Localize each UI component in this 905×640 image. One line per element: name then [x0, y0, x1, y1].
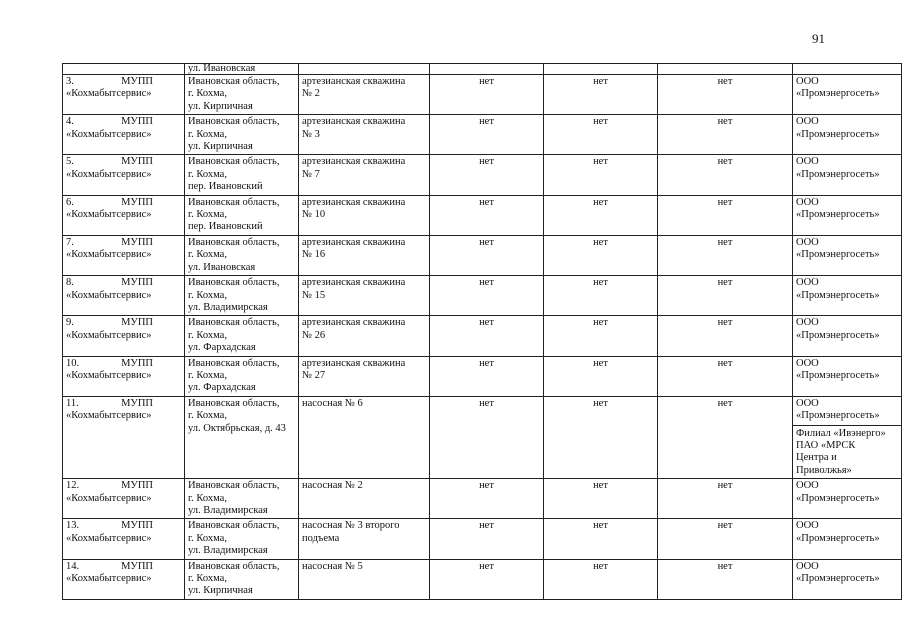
owner-abbreviation: МУПП — [121, 560, 153, 572]
address-line: г. Кохма, — [188, 329, 227, 341]
owner-abbreviation: МУПП — [121, 156, 153, 168]
cell-col-b: нет — [544, 276, 658, 316]
cell-owner — [63, 64, 185, 75]
organization-line: «Промэнергосеть» — [796, 532, 880, 544]
address-line: Ивановская область, — [188, 196, 280, 208]
owner-name: «Кохмабытсервис» — [66, 532, 152, 544]
cell-col-b: нет — [544, 559, 658, 599]
cell-col-b — [544, 64, 658, 75]
cell-col-b: нет — [544, 316, 658, 356]
owner-first-line — [66, 561, 181, 573]
organization-line: ООО — [796, 560, 819, 572]
table-row — [63, 396, 902, 478]
owner-first-line — [66, 116, 181, 128]
object-line: № 2 — [302, 88, 320, 100]
cell-col-a: нет — [430, 479, 544, 519]
cell-organization — [793, 316, 902, 356]
address-line: Ивановская область, — [188, 357, 280, 369]
cell-address — [185, 75, 299, 115]
object-line: насосная № 6 — [302, 397, 363, 409]
object-line: № 7 — [302, 168, 320, 180]
organization-extra-line: Филиал «Ивэнерго» — [796, 427, 886, 439]
organization-line: ООО — [796, 116, 819, 128]
cell-col-a — [430, 64, 544, 75]
cell-owner — [63, 396, 185, 478]
registry-table-body — [63, 64, 902, 600]
cell-col-c: нет — [658, 155, 793, 195]
organization-line: ООО — [796, 76, 819, 87]
cell-col-b: нет — [544, 479, 658, 519]
cell-col-c: нет — [658, 195, 793, 235]
address-line: пер. Ивановский — [188, 181, 263, 193]
cell-address — [185, 115, 299, 155]
owner-first-line — [66, 358, 181, 370]
cell-col-b: нет — [544, 155, 658, 195]
owner-abbreviation: МУПП — [121, 236, 153, 248]
organization-line: «Промэнергосеть» — [796, 329, 880, 341]
cell-address — [185, 276, 299, 316]
table-row-continuation — [63, 64, 902, 75]
object-line: артезианская скважина — [302, 357, 406, 369]
cell-object — [299, 155, 430, 195]
cell-owner — [63, 316, 185, 356]
address-line: г. Кохма, — [188, 369, 227, 381]
organization-line: ООО — [796, 397, 819, 409]
cell-col-c: нет — [658, 479, 793, 519]
cell-object — [299, 316, 430, 356]
owner-first-line — [66, 76, 181, 88]
cell-col-c: нет — [658, 115, 793, 155]
cell-organization — [793, 559, 902, 599]
table-row — [63, 479, 902, 519]
address-line: ул. Ивановская — [188, 63, 256, 74]
organization-line: ООО — [796, 236, 819, 248]
object-line: № 3 — [302, 128, 320, 140]
table-row — [63, 519, 902, 559]
address-line: г. Кохма, — [188, 492, 227, 504]
cell-col-c: нет — [658, 276, 793, 316]
table-row — [63, 235, 902, 275]
cell-object — [299, 396, 430, 478]
address-line: Ивановская область, — [188, 116, 280, 128]
registry-table — [62, 63, 902, 600]
object-line: насосная № 3 второго — [302, 520, 400, 532]
organization-line: «Промэнергосеть» — [796, 492, 880, 504]
address-line: Ивановская область, — [188, 277, 280, 289]
cell-col-a: нет — [430, 195, 544, 235]
cell-object — [299, 559, 430, 599]
cell-col-a: нет — [430, 316, 544, 356]
organization-extra-line: ПАО «МРСК — [796, 439, 856, 451]
address-line: ул. Октябрьская, д. 43 — [188, 422, 286, 434]
organization-line: ООО — [796, 317, 819, 329]
organization-line: «Промэнергосеть» — [796, 209, 880, 221]
owner-first-line — [66, 197, 181, 209]
cell-organization — [793, 64, 902, 75]
address-line: ул. Фархадская — [188, 382, 256, 394]
owner-name: «Кохмабытсервис» — [66, 573, 152, 585]
owner-first-line — [66, 480, 181, 492]
organization-line: ООО — [796, 277, 819, 289]
cell-owner — [63, 519, 185, 559]
cell-col-a: нет — [430, 356, 544, 396]
cell-col-c: нет — [658, 519, 793, 559]
object-line: № 27 — [302, 369, 326, 381]
cell-organization — [793, 195, 902, 235]
cell-organization — [793, 75, 902, 115]
organization-line: «Промэнергосеть» — [796, 88, 880, 100]
owner-name: «Кохмабытсервис» — [66, 168, 152, 180]
owner-first-line — [66, 156, 181, 168]
cell-address — [185, 519, 299, 559]
cell-col-b: нет — [544, 75, 658, 115]
row-number: 7. — [66, 236, 74, 248]
cell-col-b: нет — [544, 235, 658, 275]
row-number: 8. — [66, 277, 74, 289]
address-line: ул. Кирпичная — [188, 585, 253, 597]
object-line: артезианская скважина — [302, 317, 406, 329]
address-line: Ивановская область, — [188, 317, 280, 329]
cell-object — [299, 195, 430, 235]
table-row — [63, 559, 902, 599]
cell-owner — [63, 276, 185, 316]
organization-line: ООО — [796, 156, 819, 168]
row-number: 6. — [66, 196, 74, 208]
cell-col-a: нет — [430, 559, 544, 599]
address-line: Ивановская область, — [188, 560, 280, 572]
organization-extra — [793, 425, 901, 478]
object-line: № 26 — [302, 329, 326, 341]
address-line: ул. Владимирская — [188, 301, 268, 313]
cell-object — [299, 64, 430, 75]
organization-line: ООО — [796, 357, 819, 369]
cell-address — [185, 396, 299, 478]
cell-organization — [793, 479, 902, 519]
owner-name: «Кохмабытсервис» — [66, 329, 152, 341]
address-line: Ивановская область, — [188, 480, 280, 492]
row-number: 12. — [66, 480, 80, 492]
object-line: артезианская скважина — [302, 236, 406, 248]
row-number: 13. — [66, 520, 80, 532]
address-line: Ивановская область, — [188, 76, 280, 87]
object-line: артезианская скважина — [302, 76, 406, 87]
address-line: ул. Владимирская — [188, 505, 268, 516]
address-line: г. Кохма, — [188, 88, 227, 100]
organization-line: «Промэнергосеть» — [796, 289, 880, 301]
owner-name: «Кохмабытсервис» — [66, 128, 152, 140]
cell-organization — [793, 155, 902, 195]
table-row — [63, 75, 902, 115]
row-number: 11. — [66, 397, 79, 409]
address-line: г. Кохма, — [188, 249, 227, 261]
object-line: № 16 — [302, 249, 326, 261]
row-number: 9. — [66, 317, 74, 329]
owner-abbreviation: МУПП — [121, 480, 153, 492]
cell-owner — [63, 115, 185, 155]
cell-col-a: нет — [430, 155, 544, 195]
owner-first-line — [66, 237, 181, 249]
cell-col-c: нет — [658, 356, 793, 396]
cell-col-c: нет — [658, 235, 793, 275]
cell-owner — [63, 75, 185, 115]
owner-abbreviation: МУПП — [121, 520, 153, 532]
object-line: артезианская скважина — [302, 116, 406, 128]
address-line: г. Кохма, — [188, 532, 227, 544]
address-line: г. Кохма, — [188, 289, 227, 301]
row-number: 10. — [66, 357, 80, 369]
cell-object — [299, 235, 430, 275]
cell-address — [185, 316, 299, 356]
address-line: ул. Кирпичная — [188, 100, 253, 112]
cell-address — [185, 559, 299, 599]
cell-organization — [793, 115, 902, 155]
address-line: ул. Ивановская — [188, 261, 256, 273]
row-number: 3. — [66, 76, 74, 87]
object-line: насосная № 5 — [302, 560, 363, 572]
address-line: ул. Фархадская — [188, 342, 256, 354]
cell-col-b: нет — [544, 115, 658, 155]
cell-owner — [63, 479, 185, 519]
cell-owner — [63, 155, 185, 195]
address-line: ул. Кирпичная — [188, 141, 253, 153]
organization-line: ООО — [796, 480, 819, 492]
address-line: г. Кохма, — [188, 573, 227, 585]
organization-line: ООО — [796, 196, 819, 208]
owner-abbreviation: МУПП — [121, 196, 153, 208]
owner-name: «Кохмабытсервис» — [66, 249, 152, 261]
owner-abbreviation: МУПП — [121, 116, 153, 128]
cell-address — [185, 195, 299, 235]
organization-extra-line: Приволжья» — [796, 464, 852, 476]
organization-line: «Промэнергосеть» — [796, 168, 880, 180]
cell-address — [185, 235, 299, 275]
cell-owner — [63, 356, 185, 396]
cell-col-c: нет — [658, 316, 793, 356]
owner-name: «Кохмабытсервис» — [66, 369, 152, 381]
table-row — [63, 356, 902, 396]
cell-object — [299, 115, 430, 155]
row-number: 4. — [66, 116, 74, 128]
owner-name: «Кохмабытсервис» — [66, 492, 152, 504]
cell-address — [185, 479, 299, 519]
object-line: артезианская скважина — [302, 156, 406, 168]
table-row — [63, 316, 902, 356]
cell-object — [299, 519, 430, 559]
row-number: 14. — [66, 560, 80, 572]
organization-extra-line: Центра и — [796, 452, 837, 464]
cell-col-a: нет — [430, 115, 544, 155]
address-line: пер. Ивановский — [188, 221, 263, 233]
address-line: Ивановская область, — [188, 397, 280, 409]
table-row — [63, 276, 902, 316]
address-line: Ивановская область, — [188, 520, 280, 532]
cell-col-a: нет — [430, 396, 544, 478]
cell-organization — [793, 519, 902, 559]
table-row — [63, 115, 902, 155]
cell-address — [185, 64, 299, 75]
cell-owner — [63, 235, 185, 275]
object-line: артезианская скважина — [302, 277, 406, 289]
owner-first-line — [66, 520, 181, 532]
cell-address — [185, 155, 299, 195]
owner-abbreviation: МУПП — [121, 357, 153, 369]
organization-line: «Промэнергосеть» — [796, 410, 880, 422]
cell-organization — [793, 276, 902, 316]
cell-col-a: нет — [430, 519, 544, 559]
cell-organization — [793, 235, 902, 275]
row-number: 5. — [66, 156, 74, 168]
address-line: г. Кохма, — [188, 410, 227, 422]
organization-line: ООО — [796, 520, 819, 532]
address-line: г. Кохма, — [188, 209, 227, 221]
cell-organization — [793, 396, 902, 478]
object-line: насосная № 2 — [302, 480, 363, 492]
cell-col-a: нет — [430, 276, 544, 316]
address-line: ул. Владимирская — [188, 545, 268, 557]
owner-first-line — [66, 277, 181, 289]
table-row — [63, 195, 902, 235]
cell-col-b: нет — [544, 519, 658, 559]
cell-object — [299, 479, 430, 519]
cell-object — [299, 75, 430, 115]
cell-organization — [793, 356, 902, 396]
cell-col-c: нет — [658, 75, 793, 115]
address-line: г. Кохма, — [188, 168, 227, 180]
object-line: № 10 — [302, 209, 326, 221]
cell-object — [299, 356, 430, 396]
owner-abbreviation: МУПП — [121, 76, 153, 87]
page-number: 91 — [812, 31, 825, 46]
cell-col-b: нет — [544, 356, 658, 396]
cell-object — [299, 276, 430, 316]
cell-col-c: нет — [658, 396, 793, 478]
address-line: Ивановская область, — [188, 236, 280, 248]
cell-col-a: нет — [430, 235, 544, 275]
owner-first-line — [66, 398, 181, 410]
owner-name: «Кохмабытсервис» — [66, 289, 152, 301]
cell-col-c — [658, 64, 793, 75]
cell-col-b: нет — [544, 396, 658, 478]
owner-abbreviation: МУПП — [121, 317, 153, 329]
owner-first-line — [66, 317, 181, 329]
owner-abbreviation: МУПП — [121, 277, 153, 289]
object-line: № 15 — [302, 289, 326, 301]
object-line: артезианская скважина — [302, 196, 406, 208]
owner-name: «Кохмабытсервис» — [66, 410, 152, 422]
owner-name: «Кохмабытсервис» — [66, 209, 152, 221]
cell-col-b: нет — [544, 195, 658, 235]
cell-owner — [63, 195, 185, 235]
owner-abbreviation: МУПП — [121, 397, 153, 409]
address-line: г. Кохма, — [188, 128, 227, 140]
address-line: Ивановская область, — [188, 156, 280, 168]
object-line: подъема — [302, 532, 340, 544]
organization-line: «Промэнергосеть» — [796, 573, 880, 585]
owner-name: «Кохмабытсервис» — [66, 88, 152, 100]
cell-address — [185, 356, 299, 396]
table-row — [63, 155, 902, 195]
organization-line: «Промэнергосеть» — [796, 369, 880, 381]
cell-owner — [63, 559, 185, 599]
cell-col-a: нет — [430, 75, 544, 115]
organization-line: «Промэнергосеть» — [796, 249, 880, 261]
cell-col-c: нет — [658, 559, 793, 599]
organization-line: «Промэнергосеть» — [796, 128, 880, 140]
